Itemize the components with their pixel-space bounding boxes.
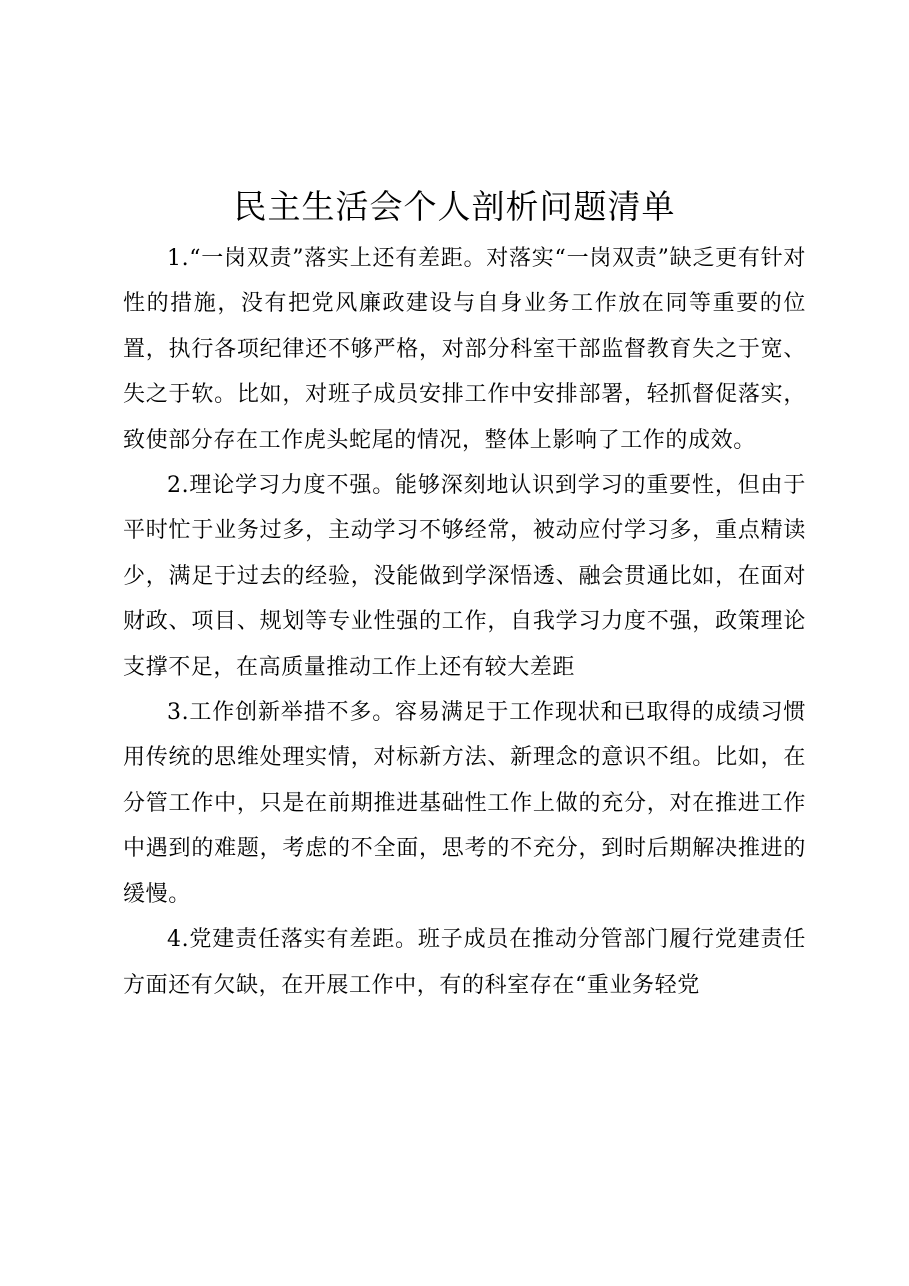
paragraph-1: 1.“一岗双责”落实上还有差距。对落实“一岗双责”缺乏更有针对性的措施，没有把党风廉政建设与自身业务工作放在同等重要的位置，执行各项纪律还不够严格，对部分科室干部监督教育失之于宽、失之于软。比如，对班子成员安排工作中安排部署，轻抓督促落实，致使部分存在工作虎头蛇尾的情况，整体上影响了工作的成效。 xyxy=(123,246,806,453)
document-title: 民主生活会个人剖析问题清单 xyxy=(233,187,676,227)
document-body xyxy=(123,236,806,1008)
paragraph-2: 2.理论学习力度不强。能够深刻地认识到学习的重要性，但由于平时忙于业务过多，主动学习不够经常，被动应付学习多，重点精读少，满足于过去的经验，没能做到学深悟透、融会贯通比如，在面对财政、项目、规划等专业性强的工作，自我学习力度不强，政策理论支撑不足，在高质量推动工作上还有较大差距 xyxy=(123,473,806,680)
paragraph-4: 4.党建责任落实有差距。班子成员在推动分管部门履行党建责任方面还有欠缺，在开展工作中，有的科室存在“重业务轻党 xyxy=(123,927,806,998)
paragraph-3: 3.工作创新举措不多。容易满足于工作现状和已取得的成绩习惯用传统的思维处理实情，对标新方法、新理念的意识不组。比如，在分管工作中，只是在前期推进基础性工作上做的充分，对在推进工作中遇到的难题，考虑的不全面，思考的不充分，到时后期解决推进的缓慢。 xyxy=(123,700,806,907)
